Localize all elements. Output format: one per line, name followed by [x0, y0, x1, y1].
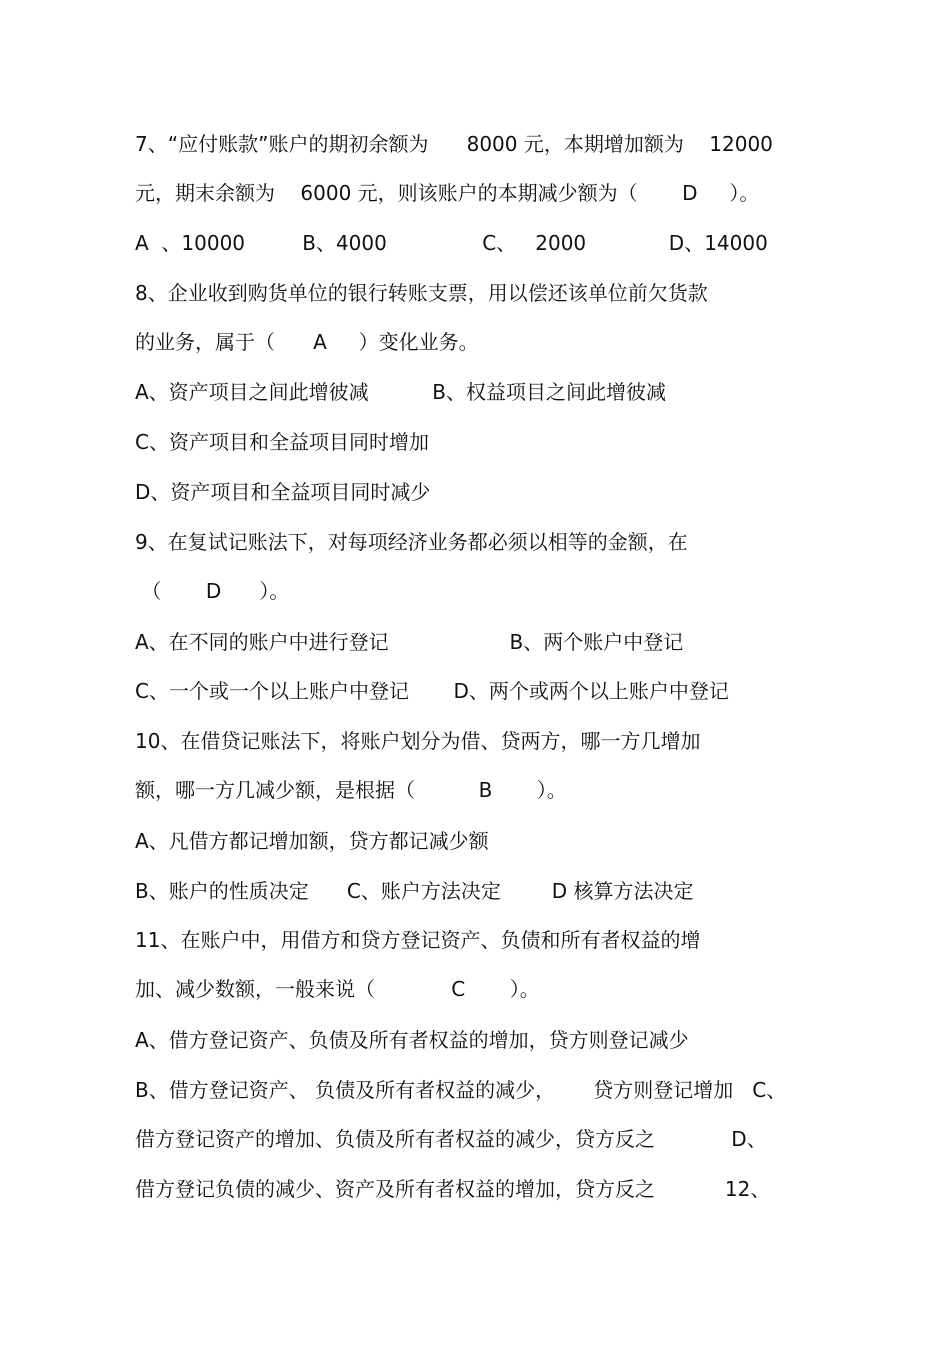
text-line: （ D ）。 [135, 579, 290, 603]
text-line: 的业务，属于（ A ）变化业务。 [135, 330, 479, 354]
text-line: A 、10000 B、4000 C、 2000 D、14000 [135, 231, 768, 255]
text-line: 借方登记资产的增加、负债及所有者权益的减少，贷方反之 D、 [135, 1127, 767, 1151]
text-line: 借方登记负债的减少、资产及所有者权益的增加，贷方反之 12、 [135, 1177, 771, 1201]
text-line: D、资产项目和全益项目同时减少 [135, 480, 431, 504]
text-line: 加、减少数额，一般来说（ C ）。 [135, 977, 540, 1001]
text-line: C、资产项目和全益项目同时增加 [135, 430, 429, 454]
text-line: 元，期末余额为 6000 元，则该账户的本期减少额为（ D ）。 [135, 181, 760, 205]
text-line: A、借方登记资产、负债及所有者权益的增加，贷方则登记减少 [135, 1028, 689, 1052]
text-line: A、在不同的账户中进行登记 B、两个账户中登记 [135, 630, 684, 654]
text-line: 9、在复试记账法下，对每项经济业务都必须以相等的金额，在 [135, 530, 688, 554]
text-line: 10、在借贷记账法下，将账户划分为借、贷两方，哪一方几增加 [135, 729, 701, 753]
text-line: A、凡借方都记增加额，贷方都记减少额 [135, 829, 489, 853]
text-line: 11、在账户中，用借方和贷方登记资产、负债和所有者权益的增 [135, 928, 701, 952]
text-line: C、一个或一个以上账户中登记 D、两个或两个以上账户中登记 [135, 679, 729, 703]
text-line: 7、“应付账款”账户的期初余额为 8000 元，本期增加额为 12000 [135, 132, 773, 156]
text-line: 额，哪一方几减少额，是根据（ B ）。 [135, 778, 567, 802]
text-line: B、账户的性质决定 C、账户方法决定 D 核算方法决定 [135, 879, 694, 903]
text-line: B、借方登记资产、 负债及所有者权益的减少， 贷方则登记增加 C、 [135, 1078, 787, 1102]
text-line: A、资产项目之间此增彼减 B、权益项目之间此增彼减 [135, 380, 666, 404]
text-line: 8、企业收到购货单位的银行转账支票，用以偿还该单位前欠货款 [135, 281, 708, 305]
